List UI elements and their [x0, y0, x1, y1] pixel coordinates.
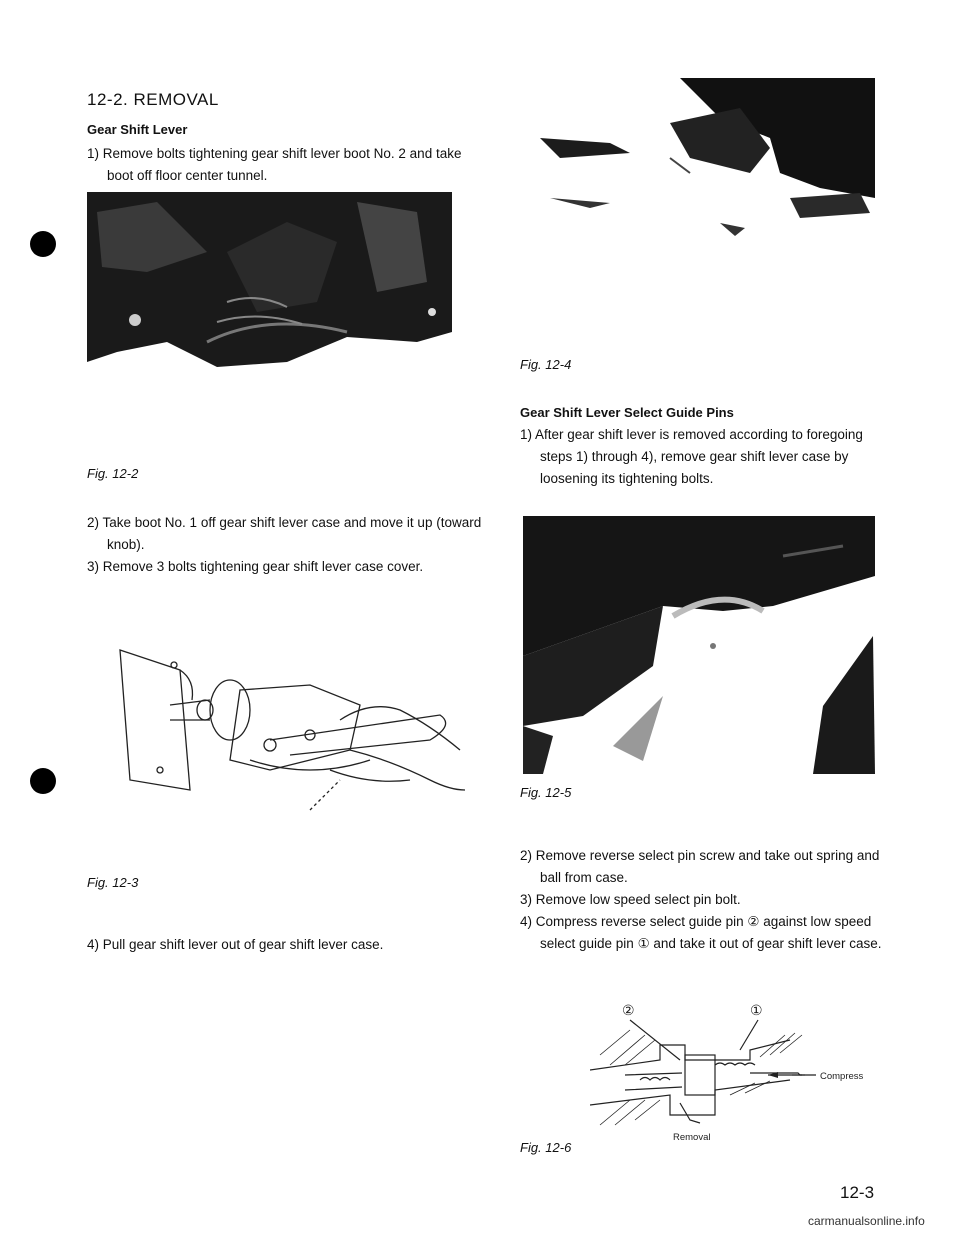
step-3-left: 3) Remove 3 bolts tightening gear shift lever case cover.	[87, 559, 424, 574]
step-1-left: 1) Remove bolts tightening gear shift lever boot No. 2 and take boot off floor center tunnel.	[87, 146, 462, 183]
fig-12-4-caption: Fig. 12-4	[520, 357, 572, 372]
footer-watermark: carmanualsonline.info	[808, 1214, 925, 1228]
fig-12-2-photo	[87, 192, 452, 387]
fig-12-3-caption: Fig. 12-3	[87, 875, 139, 890]
fig-12-6-caption: Fig. 12-6	[520, 1140, 572, 1155]
step-2-right: 2) Remove reverse select pin screw and take out spring and ball from case.	[520, 848, 880, 885]
fig-12-6-removal-label: Removal	[673, 1132, 711, 1143]
step-4-right: 4) Compress reverse select guide pin ② against low speed select guide pin ① and take it out of gear shift lever case.	[520, 914, 882, 951]
subheading-gear-shift-lever: Gear Shift Lever	[87, 122, 188, 137]
binder-hole-top	[30, 231, 56, 257]
step-1-right: 1) After gear shift lever is removed according to foregoing steps 1) through 4), remove gear shift lever case by loosening its tightening bolts.	[520, 427, 863, 486]
fig-12-5-photo	[523, 516, 875, 774]
fig-12-3-drawing	[110, 630, 470, 825]
binder-hole-bottom	[30, 768, 56, 794]
fig-12-6-label-1: ①	[750, 1004, 763, 1019]
fig-12-5-caption: Fig. 12-5	[520, 785, 572, 800]
step-3-right: 3) Remove low speed select pin bolt.	[520, 892, 741, 907]
step-4-left: 4) Pull gear shift lever out of gear shift lever case.	[87, 937, 384, 952]
subheading-select-guide-pins: Gear Shift Lever Select Guide Pins	[520, 405, 734, 420]
step-2-left: 2) Take boot No. 1 off gear shift lever case and move it up (toward knob).	[87, 515, 482, 552]
fig-12-6-compress-label: Compress	[820, 1071, 864, 1082]
fig-12-6-diagram	[590, 995, 890, 1145]
page-number: 12-3	[840, 1183, 875, 1202]
fig-12-2-caption: Fig. 12-2	[87, 466, 139, 481]
fig-12-6-label-2: ②	[622, 1004, 635, 1019]
section-title: 12-2. REMOVAL	[87, 90, 219, 109]
fig-12-4-photo	[520, 78, 875, 263]
